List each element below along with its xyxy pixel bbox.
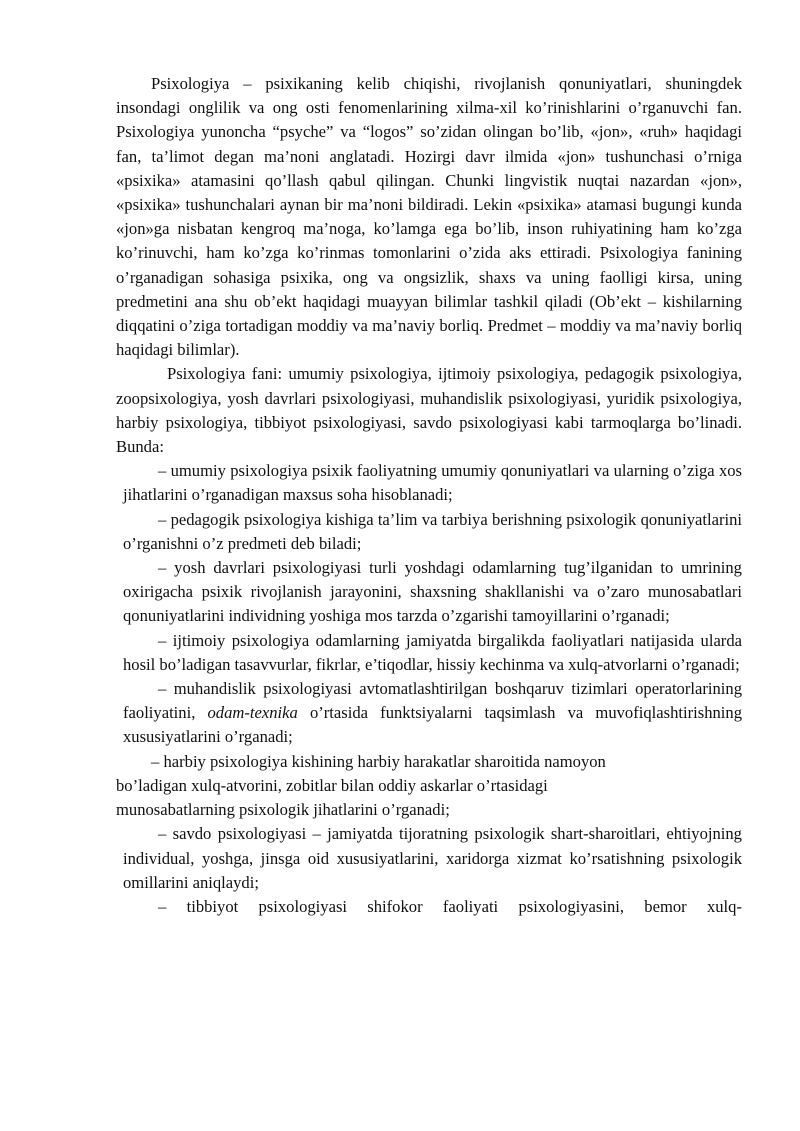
document-body <box>116 72 742 919</box>
branches-paragraph: Psixologiya fani: umumiy psixologiya, ijtimoiy psixologiya, pedagogik psixologiya, zoopsixologiya, yosh davrlari psixologiyasi, muhandislik psixologiyasi, yuridik psixologiya, harbiy psixologiya, tibbiyot psixologiyasi, savdo psixologiyasi kabi tarmoqlarga bo’linadi. Bunda: <box>116 364 742 457</box>
list-item-text: yosh davrlari psixologiyasi turli yoshdagi odamlarning tug’ilganidan to umrining oxirigacha psixik rivojlanish jarayonini, shaxsning shakllanishi va o’zaro munosabatlari qonuniyatlarini individning yoshiga mos tarzda o’zgarishi tamoyillarini o’rganadi; <box>123 558 742 626</box>
military-line-1 <box>116 750 742 774</box>
military-line-2: bo’ladigan xulq-atvorini, zobitlar bilan oddiy askarlar o’rtasidagi <box>116 775 548 795</box>
dash-marker: – <box>158 461 167 481</box>
list-item-text: savdo psixologiyasi – jamiyatda tijoratning psixologik shart-sharoitlari, ehtiyojning individual, yoshga, jinsga oid xususiyatlarini, xaridorga xizmat ko’rsatishning psixologik omillarini aniqlaydi; <box>123 824 742 892</box>
list-item-text: pedagogik psixologiya kishiga ta’lim va tarbiya berishning psixologik qonuniyatlarini o’rganishni o’z predmeti deb biladi; <box>123 509 742 553</box>
military-line-3: munosabatlarning psixologik jihatlarini o’rganadi; <box>116 800 450 820</box>
dash-marker: – <box>151 751 160 771</box>
list-item-text: tibbiyot psixologiyasi shifokor faoliyati psixologiyasini, bemor xulq- <box>186 896 742 916</box>
dash-marker: – <box>158 509 167 529</box>
list-item-text-start: muhandislik psixologiyasi avtomatlashtirilgan boshqaruv tizimlari operatorlarining faoliyatini, <box>123 679 742 723</box>
list-item-text: umumiy psixologiya psixik faoliyatning umumiy qonuniyatlari va ularning o’ziga xos jihatlarini o’rganadigan maxsus soha hisoblanadi; <box>123 461 742 505</box>
dash-marker: – <box>158 558 167 578</box>
intro-paragraph: Psixologiya – psixikaning kelib chiqishi, rivojlanish qonuniyatlari, shuningdek insondagi onglilik va ong osti fenomenlarining xilma-xil ko’rinishlarini o’rganuvchi fan. Psixologiya yunoncha “psyche” va “logos” so’zidan olingan bo’lib, «jon», «ruh» haqidagi fan, ta’limot degan ma’noni anglatadi. Hozirgi davr ilmida «jon» tushunchasi o’rniga «psixika» atamasini qo’llash qabul qilingan. Chunki lingvistik nuqtai nazardan «jon», «psixika» tushunchalari aynan bir ma’noni bildiradi. Lekin «psixika» atamasi bugungi kunda «jon»ga nisbatan kengroq ma’noga, ko’lamga ega bo’lib, inson ruhiyatining ham ko’zga ko’rinuvchi, ham ko’zga ko’rinmas tomonlarini o’zida aks ettiradi. Psixologiya fanining o’rganadigan sohasiga psixika, ong va ongsizlik, shaxs va uning faolligi kirsa, uning predmetini ana shu ob’ekt haqidagi muayyan bilimlar tashkil qiladi (Ob’ekt – kishilarning diqqatini o’ziga tortadigan moddiy va ma’naviy borliq. Predmet – moddiy va ma’naviy borliq haqidagi bilimlar). <box>116 74 742 360</box>
list-item-social-psychology <box>116 629 742 677</box>
list-item-medical-psychology <box>116 895 742 919</box>
list-item-text: ijtimoiy psixologiya odamlarning jamiyatda birgalikda faoliyatlari natijasida ularda hosil bo’ladigan tasavvurlar, fikrlar, e’tiqodlar, hissiy kechinma va xulq-atvorlarni o’rganadi; <box>123 630 742 674</box>
dash-marker: – <box>158 824 167 844</box>
list-item-general-psychology <box>116 459 742 507</box>
dash-marker: – <box>158 679 167 699</box>
list-item-age-psychology <box>116 556 742 629</box>
dash-marker: – <box>158 896 167 916</box>
list-item-military-psychology <box>116 750 742 823</box>
dash-marker: – <box>158 630 167 650</box>
list-item-text-end: o’rtasida funktsiyalarni taqsimlash va muvofiqlashtirishning xususiyatlarini o’rganadi; <box>123 703 742 747</box>
list-item-trade-psychology <box>116 822 742 895</box>
list-item-pedagogical-psychology <box>116 508 742 556</box>
list-item-engineering-psychology <box>116 677 742 750</box>
list-item-text: harbiy psixologiya kishining harbiy harakatlar sharoitida namoyon <box>163 751 606 771</box>
list-item-text-italic: odam-texnika <box>207 703 298 723</box>
